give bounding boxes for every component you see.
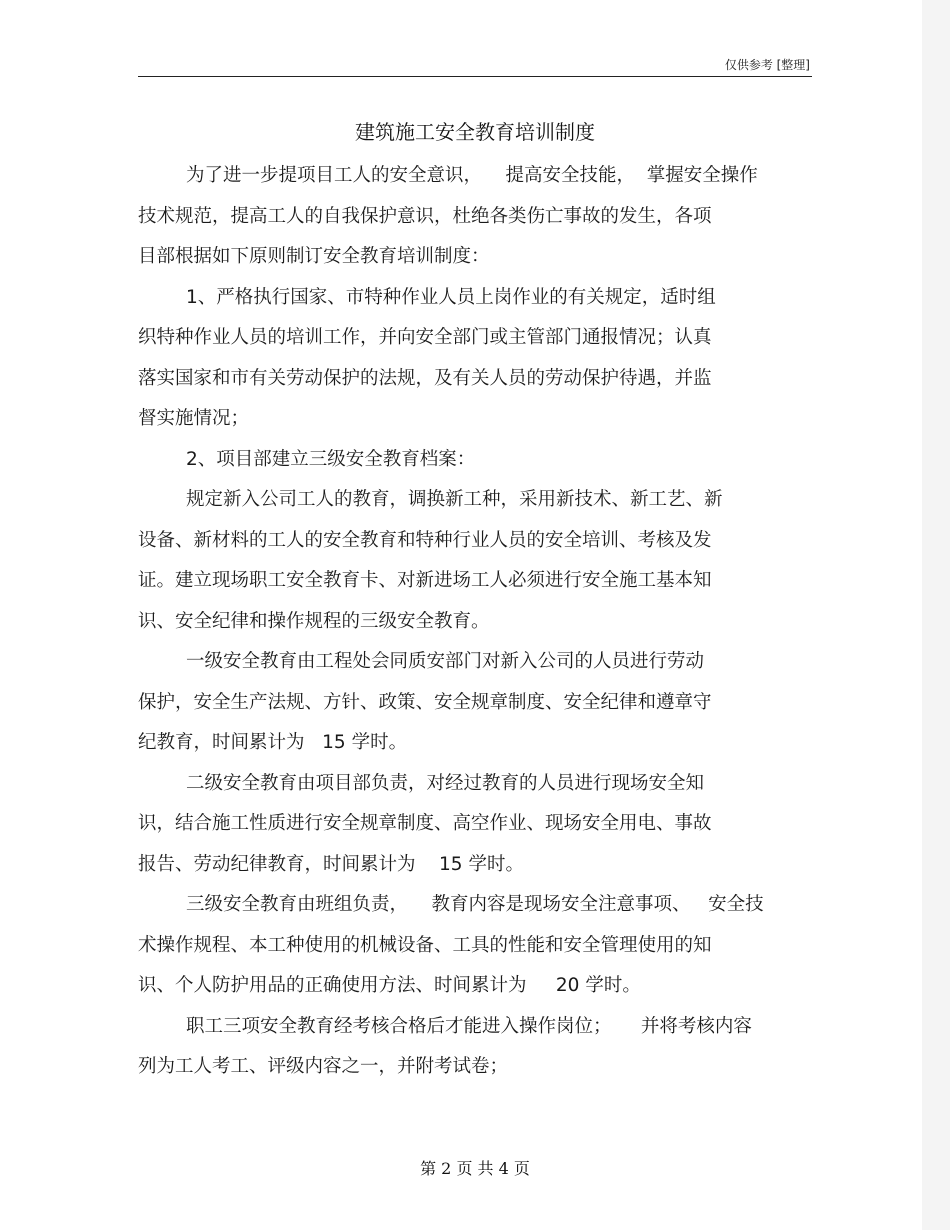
header-note: 仅供参考 [整理] [724, 58, 810, 72]
text-line: 识、个人防护用品的正确使用方法、时间累计为 20 学时。 [138, 975, 641, 996]
header-rule [138, 76, 812, 77]
text-line: 为了进一步提项目工人的安全意识， 提高安全技能， 掌握安全操作 [186, 165, 758, 186]
page-edge [922, 0, 950, 1230]
document-body [138, 156, 818, 1088]
text-line: 督实施情况； [138, 408, 250, 429]
text-line: 术操作规程、本工种使用的机械设备、工具的性能和安全管理使用的知 [138, 934, 712, 956]
text-line: 1、严格执行国家、市特种作业人员上岗作业的有关规定，适时组 [186, 286, 716, 308]
text-line: 识、安全纪律和操作规程的三级安全教育。 [138, 610, 490, 632]
text-line: 职工三项安全教育经考核合格后才能进入操作岗位； 并将考核内容 [186, 1015, 752, 1037]
text-line: 三级安全教育由班组负责， 教育内容是现场安全注意事项、 安全技 [186, 894, 764, 915]
text-line: 规定新入公司工人的教育，调换新工种，采用新技术、新工艺、新 [186, 489, 723, 510]
text-line: 报告、劳动纪律教育，时间累计为 15 学时。 [138, 853, 524, 875]
text-line: 纪教育，时间累计为 15 学时。 [138, 732, 408, 753]
text-line: 设备、新材料的工人的安全教育和特种行业人员的安全培训、考核及发 [138, 529, 712, 551]
page-footer: 第 2 页 共 4 页 [420, 1159, 530, 1178]
text-line: 列为工人考工、评级内容之一，并附考试卷； [138, 1056, 509, 1077]
document-title: 建筑施工安全教育培训制度 [355, 120, 595, 144]
text-line: 2、项目部建立三级安全教育档案： [186, 448, 476, 470]
text-line: 一级安全教育由工程处会同质安部门对新入公司的人员进行劳动 [186, 651, 705, 672]
text-line: 证。建立现场职工安全教育卡、对新进场工人必须进行安全施工基本知 [138, 570, 712, 591]
text-line: 织特种作业人员的培训工作，并向安全部门或主管部门通报情况；认真 [138, 327, 712, 348]
text-line: 目部根据如下原则制订安全教育培训制度： [138, 246, 490, 267]
text-line: 二级安全教育由项目部负责，对经过教育的人员进行现场安全知 [186, 772, 705, 794]
text-line: 落实国家和市有关劳动保护的法规，及有关人员的劳动保护待遇，并监 [138, 367, 712, 389]
text-line: 识，结合施工性质进行安全规章制度、高空作业、现场安全用电、事故 [138, 813, 712, 834]
text-line: 技术规范，提高工人的自我保护意识，杜绝各类伤亡事故的发生，各项 [138, 205, 712, 227]
text-line: 保护，安全生产法规、方针、政策、安全规章制度、安全纪律和遵章守 [138, 691, 712, 713]
